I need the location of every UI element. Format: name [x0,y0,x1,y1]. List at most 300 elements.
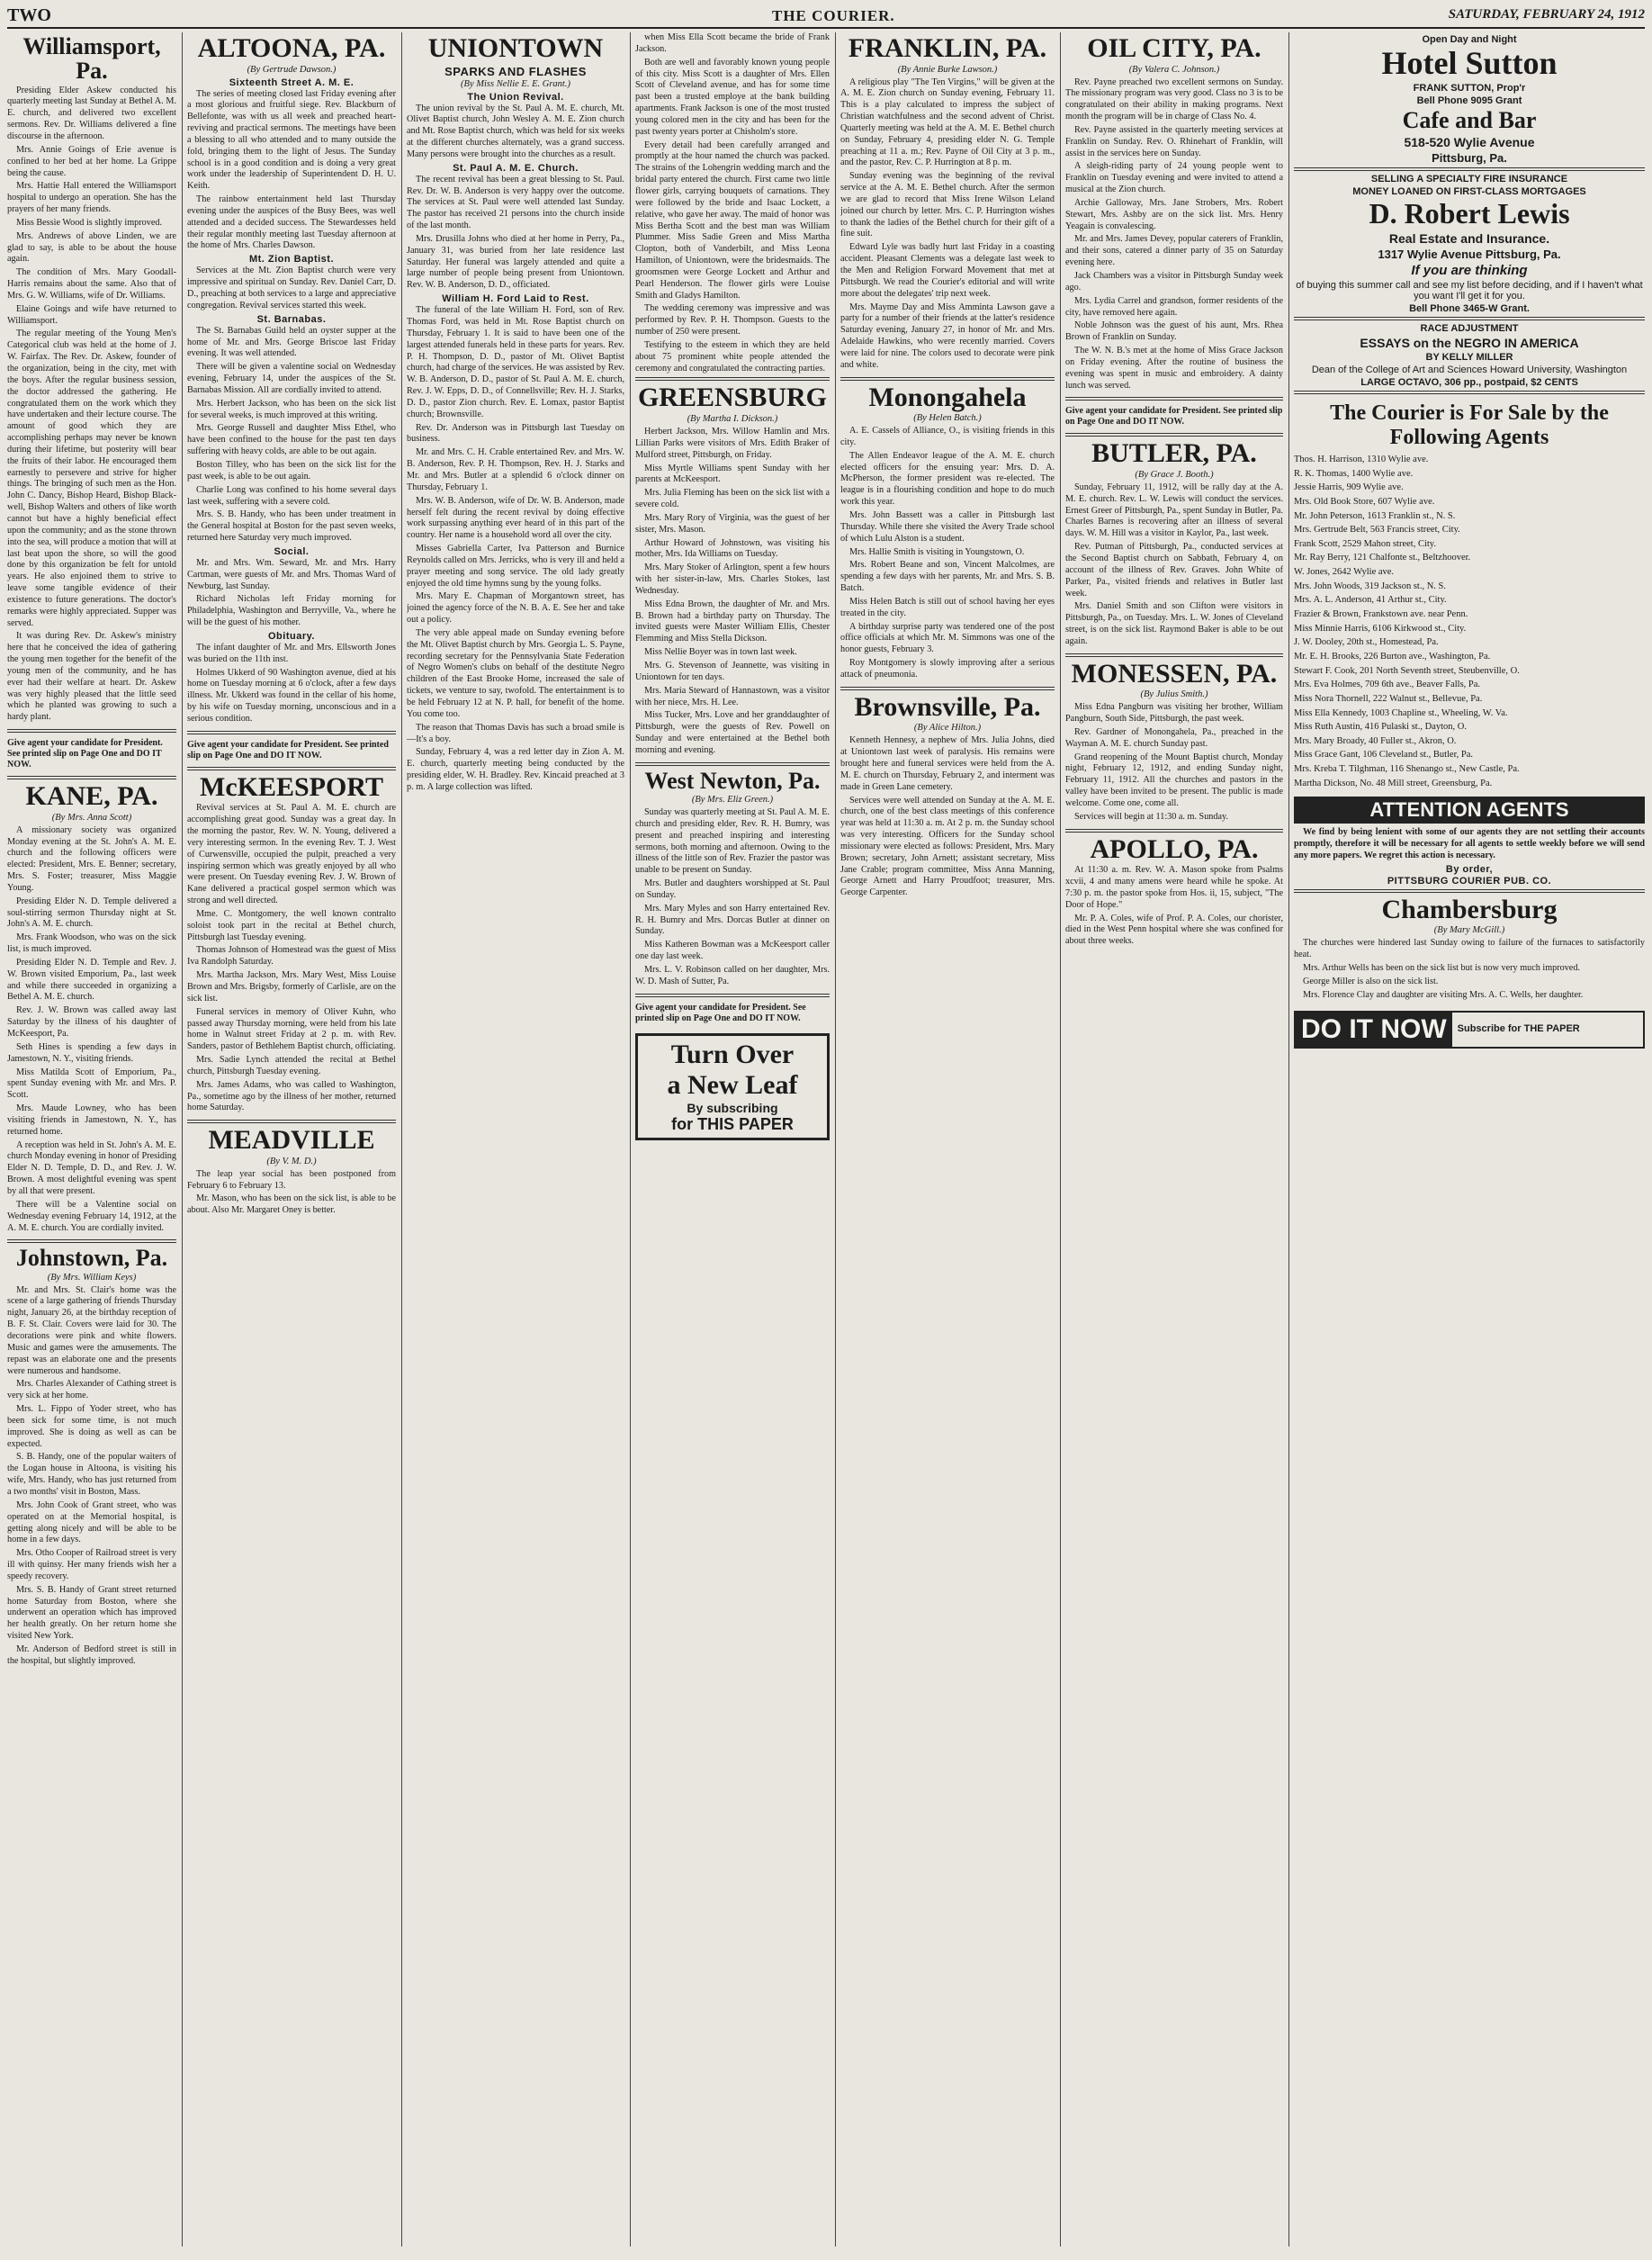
byline: (By Mary McGill.) [1433,925,1505,936]
ad-line: a New Leaf [667,1069,798,1100]
paragraph: Mrs. Otho Cooper of Railroad street is very ill with quinsy. Her many friends wish her a speedy recovery. [7,1548,176,1581]
ad-cafe: Cafe and Bar [1402,106,1537,133]
paragraph: The churches were hindered last Sunday owing to failure of the furnaces to satisfactorily heat. [1294,938,1645,960]
agents-list [1294,454,1645,789]
paragraph: The leap year social has been postponed from February 6 to February 13. [187,1168,396,1191]
paragraph-list [840,426,1055,681]
paragraph-list [635,32,830,374]
subheading: Mt. Zion Baptist. [248,254,335,266]
paragraph: A birthday surprise party was tendered one of the post office officials at which Mr. M. Simmons was one of the honor guests, February 3. [840,621,1055,655]
column-3 [407,32,624,2246]
ad-line: If you are thinking [1411,262,1528,278]
paragraph: Miss Matilda Scott of Emporium, Pa., spent Sunday evening with Mr. and Mrs. P. Scott. [7,1067,176,1101]
section-title: Chambersburg [1381,894,1558,924]
candidate-notice: Give agent your candidate for President. See printed slip on Page One and DO IT NOW. [635,1002,806,1023]
paragraph: Mrs. L. Fippo of Yoder street, who has been sick for some time, is not much improved. She is doing as well as can be expected. [7,1404,176,1449]
paragraph: A religious play "The Ten Virgins," will be given at the A. M. E. Zion church on Sunday evening, February 11. This is a play calculated to impress the subject of Christian watchfulness and the second advent of Christ. Quarterly meeting was held at the A. M. E. Bethel church on Sunday, February 4, presiding elder N. G. Temple preaching at 11 a. m.; Rev. Payne of Oil City at 3 p. m., and the pastor, Rev. C. P. Hurrington at 8 p. m. [840,77,1055,168]
paragraph: A sleigh-riding party of 24 young people went to Franklin on Tuesday evening and were invited to attend a musical at the Zion church. [1065,161,1283,195]
paragraph: Mrs. Robert Beane and son, Vincent Malcolmes, are spending a few days with her parents, Mr. and Mrs. S. B. Batch. [840,560,1055,594]
section-title: ALTOONA, PA. [197,33,386,63]
divider [1294,317,1645,320]
paragraph: Revival services at St. Paul A. M. E. church are accomplishing great good. Sunday was a great day. In the morning the pastor, Rev. W. N. Young, delivered a very interesting sermon. In the evening Rev. T. J. West of Curwensville, occupied the pulpit, preached a very inspiring sermon which was greatly enjoyed by all who were present. On Tuesday evening Rev. J. W. Brown of Kane delivered a practical gospel sermon which was strong and well directed. [187,803,396,906]
paragraph: Mrs. Arthur Wells has been on the sick list but is now very much improved. [1303,963,1580,974]
paragraph-list [840,735,1055,899]
paragraph: Mrs. Charles Alexander of Cathing street is very sick at her home. [7,1379,176,1401]
ad-small-text: Subscribe for THE PAPER [1457,1023,1580,1035]
agent-entry: Mrs. Kreba T. Tilghman, 116 Shenango st., New Castle, Pa. [1294,764,1520,775]
agent-entry: Mr. Ray Berry, 121 Chalfonte st., Beltzhoover. [1294,553,1471,563]
paragraph: The series of meeting closed last Friday evening after a most glorious and fruitful siege. Rev. Blackburn of Bellefonte, was with us all week and preached heart-reviving and practical sermons. The meetings have been a blessing to all who attended and to many outside the fold, bringing them to the light of Jesus. The Sunday school is in a good condition and is doing a very great work under the leadership of Superintendent D. H. U. Keith. [187,88,396,192]
agent-entry: Miss Minnie Harris, 6106 Kirkwood st., City. [1294,623,1467,634]
byline: (By Mrs. William Keys) [47,1272,137,1283]
section-greensburg [635,383,830,756]
paragraph: There will be a Valentine social on Wednesday evening February 14, 1912, at the A. M. E. church. You are cordially invited. [7,1199,176,1233]
section-uniontown [407,34,624,794]
paragraph: The St. Barnabas Guild held an oyster supper at the home of Mr. and Mrs. George Briscoe last Friday evening. It was well attended. [187,325,396,359]
paragraph: Mrs. Hallie Smith is visiting in Youngstown, O. [849,546,1025,557]
paragraph: Misses Gabriella Carter, Iva Patterson and Burnice Reynolds called on Mrs. Jerricks, who is very ill and held a prayer meeting and song service. The old lady greatly enjoyed the old time hymns sung by the young folks. [407,544,624,589]
agents-heading: The Courier is For Sale by the Following Agents [1330,401,1609,449]
paragraph: Rev. J. W. Brown was called away last Saturday by the illness of his daughter of McKeesport, Pa. [7,1005,176,1039]
issue-date: SATURDAY, FEBRUARY 24, 1912 [1448,7,1645,22]
section-mckeesport [187,773,396,1114]
paragraph-list [635,427,830,757]
paragraph: The regular meeting of the Young Men's Categorical club was held at the home of J. W. Fairfax. The Rev. Dr. Askew, founder of the organization, being in the city, met with the boys. After the regular business session, the doctor addressed the gathering. He congratulated them on the work which they have undertaken and their lecture course. The amount of good which they are accomplishing perhaps may never be known during their lifetime, but posterity will bear the fruits of their labor. He encouraged them earnestly to persevere and strive for higher things. The bringing of such men as the Hon. John C. Dancy, Bishop Heard, Bishop Black-well, Bishop Walters and others of like worth cannot but have a highly beneficial effect upon the community; and as the stone thrown into the sea, will produce a motion that will at last beat upon the shore, so will the good done by this organization be felt for untold years. He also enjoined them to strive to leave some tangible evidence of their existence to future generations. The doctor's remarks were highly appreciated. Supper was served. [7,329,176,628]
subheading: William H. Ford Laid to Rest. [442,293,589,305]
paragraph-list [187,1169,396,1217]
column-rule [1060,32,1061,2246]
section-monongahela [840,383,1055,681]
section-title: UNIONTOWN [427,33,604,63]
candidate-notice: Give agent your candidate for President. See printed slip on Page One and DO IT NOW. [7,738,163,770]
paragraph: Rev. Payne preached two excellent sermons on Sunday. The missionary program was very good. Class no 3 is to be congratulated on their ability in making programs. Next month the program will be in charge of Class No. 4. [1065,77,1283,122]
column-1 [7,32,176,2246]
agent-entry: Mrs. Mary Broady, 40 Fuller st., Akron, O. [1294,735,1457,746]
subheading: St. Paul A. M. E. Church. [453,162,579,174]
paragraph: Boston Tilley, who has been on the sick list for the past week, is able to be out again. [187,459,396,482]
paragraph: Mrs. Maude Lowney, who has been visiting friends in Jamestown, N. Y., has returned home. [7,1103,176,1137]
byline: (By Mrs. Anna Scott) [51,812,132,823]
paragraph: Rev. Putman of Pittsburgh, Pa., conducted services at the Second Baptist church on Sabbath, February 4, on account of the illness of Rev. Graves. John White of Parker, Pa., visited friends and relatives in Butler last week. [1065,542,1283,599]
divider [1065,397,1283,401]
paragraph: It was during Rev. Dr. Askew's ministry here that he conceived the idea of gathering the young men together for the benefit of the young men of the community, and he has ever had their welfare at heart. Dr. Askew was very highly pleased that the little seed which he planted was growing to such a hardy plant. [7,631,176,723]
masthead [7,5,1645,29]
agent-entry: Mrs. Old Book Store, 607 Wylie ave. [1294,496,1435,507]
byline: (By Annie Burke Lawson.) [897,64,998,75]
paragraph: Sunday was quarterly meeting at St. Paul A. M. E. church and presiding elder, Rev. R. H. Bumry, was present and preached inspiring and interesting sermons, both morning and afternoon. Owing to the illness of the little son of Rev. Frazier the pastor was unable to be present on Sunday. [635,807,830,876]
paragraph: Archie Galloway, Mrs. Jane Strobers, Mrs. Robert Stewart, Mrs. Ashby are on the sick list. Mrs. Henry Yeagain is convalescing. [1065,197,1283,231]
section-williamsport [7,34,176,724]
agent-entry: Mrs. Eva Holmes, 709 6th ave., Beaver Falls, Pa. [1294,680,1481,690]
paragraph: Rev. Payne assisted in the quarterly meeting services at Franklin on Sunday. Rev. O. Rhinehart of Franklin, will assist in the services here on Sunday. [1065,124,1283,158]
divider [1065,433,1283,437]
subheading: Obituary. [268,630,315,642]
ad-line: LARGE OCTAVO, 306 pp., postpaid, $2 CENTS [1360,376,1578,388]
paragraph: Miss Tucker, Mrs. Love and her granddaughter of Pittsburgh, were the guests of Rev. Powell on Sunday and were entertained at the Bethel both morning and evening. [635,710,830,755]
ad-line: MONEY LOANED ON FIRST-CLASS MORTGAGES [1352,186,1586,198]
column-5 [840,32,1055,2246]
paragraph: Richard Nicholas left Friday morning for Philadelphia, Washington and Berryville, Va., where he will be the guest of his mother. [187,594,396,628]
paragraph: A missionary society was organized Monday evening at the St. John's A. M. E. church and the following officers were elected: President, Mrs. E. Benner; secretary, Mrs. S. Foster; treasurer, Miss Maggie Young. [7,824,176,893]
lewis-real-estate-ad [1294,174,1645,314]
paragraph: Sunday, February 4, was a red letter day in Zion A. M. E. church, quarterly meeting being conducted by the presiding elder, W. H. Bradley. Rev. Kincaid preached at 3 p. m. A large collection was lifted. [407,747,624,792]
section-johnstown [7,1246,176,1667]
section-butler [1065,439,1283,647]
agent-entry: Mr. John Peterson, 1613 Franklin st., N. S. [1294,510,1456,521]
section-oil-city [1065,34,1283,392]
paragraph: Mr. and Mrs. C. H. Crable entertained Rev. and Mrs. W. B. Anderson, Rev. P. H. Thompson, Rev. H. J. Starks and Mr. and Mrs. Butler at a splendid 6 o'clock dinner on Thursday, February 1. [407,447,624,492]
paragraph: Charlie Long was confined to his home several days last week, suffering with a severe cold. [187,484,396,507]
ad-phone: Bell Phone 3465-W Grant. [1409,302,1530,314]
paragraph: Mrs. Mayme Day and Miss Amminta Lawson gave a party for a number of their friends at the latter's residence Saturday evening, January 27, in honor of Mr. and Mrs. Adelaide Hawkins, who were recently married. Covers were laid for nine. The colors used to decorate were pink and white. [840,302,1055,370]
byline: (By Helen Batch.) [913,413,982,424]
paragraph: Noble Johnson was the guest of his aunt, Mrs. Rhea Brown of Franklin on Sunday. [1065,320,1283,343]
section-title: MEADVILLE [208,1125,375,1156]
paragraph: A reception was held in St. John's A. M. E. church Monday evening in honor of Presiding Elder N. D. Temple, D. D., and Rev. J. W. Brown. A most delightful evening was spent by all that were present. [7,1139,176,1196]
paragraph: Mr. and Mrs. St. Clair's home was the scene of a large gathering of friends Thursday night, January 26, at the birthday reception of B. F. St. Clair. Covers were laid for 30. The decorations were pink and white flowers. Music and games were the amusements. The repast was an elaborate one and the presents were numerous and handsome. [7,1284,176,1376]
agent-entry: Miss Grace Gant, 106 Cleveland st., Butler, Pa. [1294,750,1474,761]
column-6 [1065,32,1283,2246]
divider [635,994,830,997]
attention-by: By order, [1445,863,1494,875]
paragraph: The rainbow entertainment held last Thursday evening under the auspices of the Busy Bees, was well attended and a decided success. The Stewardesses held their regular monthly meeting last Tuesday afternoon at the home of Mrs. Charles Dawson. [187,194,396,251]
subheading: Social. [274,545,310,557]
do-it-now-ad [1294,1011,1645,1049]
section-subtitle: SPARKS AND FLASHES [444,64,587,78]
divider [1065,829,1283,833]
ad-city: Pittsburg, Pa. [1432,151,1507,166]
paragraph: Services will begin at 11:30 a. m. Sunday. [1074,811,1228,822]
turn-over-ad [635,1033,830,1140]
divider [1294,167,1645,171]
agent-entry: Mr. E. H. Brooks, 226 Burton ave., Washington, Pa. [1294,651,1491,662]
paragraph: At 11:30 a. m. Rev. W. A. Mason spoke from Psalms xcvii, 4 and many amens were heard while he spoke. At 7:30 p. m. the pastor spoke from Hos. ii, 15, subject, "The Door of Hope." [1065,865,1283,910]
paragraph: The union revival by the St. Paul A. M. E. church, Mt. Olivet Baptist church, John Wesley A. M. E. Zion church and Mt. Rose Baptist church, which was held for six weeks at the different churches alternately, was a grand success. Many persons were brought into the churches as a result. [407,103,624,159]
paragraph-list [187,266,396,311]
divider [7,729,176,733]
paragraph-list [7,1285,176,1668]
paragraph: Mr. Anderson of Bedford street is still in the hospital, but slightly improved. [7,1643,176,1666]
attention-publisher: PITTSBURG COURIER PUB. CO. [1387,875,1552,887]
agent-entry: Jessie Harris, 909 Wylie ave. [1294,482,1404,493]
paragraph: The condition of Mrs. Mary Goodall-Harris remains about the same. Also that of Mrs. G. W. Williams, wife of Dr. Williams. [7,267,176,301]
paragraph-list [187,803,396,1114]
paragraph-list [1065,77,1283,392]
paragraph: Thomas Johnson of Homestead was the guest of Miss Iva Randolph Saturday. [187,945,396,968]
paragraph-list [187,89,396,253]
paragraph: Seth Hines is spending a few days in Jamestown, N. Y., visiting friends. [7,1041,176,1064]
paragraph: Mrs. Frank Woodson, who was on the sick list, is much improved. [7,932,176,955]
column-4 [635,32,830,2246]
paragraph: Miss Helen Batch is still out of school having her eyes treated in the city. [840,596,1055,618]
paragraph: Mrs. Andrews of above Linden, we are glad to say, is able to be about the house again. [7,230,176,265]
paragraph: The very able appeal made on Sunday evening before the Mt. Olivet Baptist church by Mrs. Georgia L. S. Payne, recording secretary for the Pennsylvania State Federation of Negro Women's clubs on behalf of the destitute Negro children of the East Brooke Home, increased the sale of tickets, we venture to say, twofold. The entertainment is to be held February 12 at N. P. hall, for benefit of the home. You come too. [407,627,624,719]
paragraph: Mr. and Mrs. Wm. Seward, Mr. and Mrs. Harry Cartman, were guests of Mr. and Mrs. Thomas Ward of Newburg, last Sunday. [187,557,396,591]
ad-tagline: Open Day and Night [1422,34,1517,45]
divider [187,731,396,734]
section-title: MONESSEN, PA. [1071,658,1278,689]
section-title: Brownsville, Pa. [854,691,1041,722]
paragraph: when Miss Ella Scott became the bride of Frank Jackson. [635,32,830,54]
section-west-newton [635,769,830,988]
paragraph: Arthur Howard of Johnstown, was visiting his mother, Mrs. Ida Williams on Tuesday. [635,537,830,560]
paragraph-list [1065,865,1283,948]
paragraph-list [7,825,176,1235]
column-7 [1294,32,1645,2246]
paragraph: Presiding Elder N. D. Temple and Rev. J. W. Brown visited Emporium, Pa., last week and while there succeeded in organizing a Bethel A. M. E. church. [7,957,176,1003]
section-altoona [187,34,396,725]
subheading: Sixteenth Street A. M. E. [229,77,355,88]
paragraph: Mrs. L. V. Robinson called on her daughter, Mrs. W. D. Mash of Sutter, Pa. [635,965,830,986]
paragraph-list [1065,702,1283,823]
section-title: Williamsport, Pa. [22,33,161,85]
column-rule [630,32,631,2246]
paragraph: Mr. and Mrs. James Devey, popular caterers of Franklin, and their sons, catered a dinner party of 35 on Saturday evening here. [1065,234,1283,268]
subheading: The Union Revival. [467,91,564,103]
paragraph: Mrs. Mary Myles and son Harry entertained Rev. R. H. Bumry and Mrs. Dorcas Butler at dinner on Sunday. [635,903,830,937]
paragraph: Mrs. Sadie Lynch attended the recital at Bethel church, Pittsburgh Tuesday evening. [187,1055,396,1076]
agent-entry: Frank Scott, 2529 Mahon street, City. [1294,538,1436,549]
ad-line: Real Estate and Insurance. [1388,230,1550,246]
byline: (By Julius Smith.) [1140,689,1208,700]
divider [635,377,830,381]
byline: (By Gertrude Dawson.) [247,64,337,75]
paragraph: Mrs. Julia Fleming has been on the sick list with a severe cold. [635,488,830,510]
attention-agents-body: We find by being lenient with some of our agents they are not settling their accounts promptly, therefore it will be necessary for all agents to settle weekly before we will send any more papers. We regret this action is necessary. [1294,827,1645,861]
paragraph: S. B. Handy, one of the popular waiters of the Logan house in Altoona, is visiting his wife, Mrs. Handy, who has just returned from a two months' visit in Boston, Mass. [7,1452,176,1497]
paragraph: Roy Montgomery is slowly improving after a serious attack of pneumonia. [840,658,1055,680]
ad-big-text: DO IT NOW [1296,1013,1452,1047]
paragraph: Mrs. George Russell and daughter Miss Ethel, who have been confined to the house for the past ten days suffering with heavy colds, are able to be out again. [187,423,396,457]
ad-line: BY KELLY MILLER [1425,351,1513,363]
paragraph: Mrs. Lydia Carrel and grandson, former residents of the city, have removed here again. [1065,295,1283,318]
paragraph: Services at the Mt. Zion Baptist church were very impressive and spiritual on Sunday. Rev. Daniel Carr, D. D., preaching at both services to a large and appreciative congregation. Revival services started this week. [187,266,396,311]
section-title: GREENSBURG [637,383,828,413]
paragraph: Every detail had been carefully arranged and promptly at the hour named the church was packed. The strains of the Lohengrin wedding march and the bridal party entered the church. First came two little flower girls, carrying bouquets of carnations. They were followed by the bride and Isaac Lockett, a relative, who gave her away. The maid of honor was Miss Bertha Scott and the best man was William Plummer. Miss Sadie Green and Miss Martha Clopton, both of Vanderbilt, and Miss Leona Hamilton, of Uniontown, were the bridesmaids. The groomsmen were George Lockett and Arthur and Pearl Henderson. The flower girls were Louise Smith and Gladys Hamilton. [635,140,830,301]
ad-line: of buying this summer call and see my list before deciding, and if I haven't what you want I'll get it for you. [1296,279,1643,302]
paper-name: THE COURIER. [772,7,895,24]
paragraph: Funeral services in memory of Oliver Kuhn, who passed away Thursday morning, were held from his late home in Walnut street Friday at 2 p. m. with Rev. Sanders, pastor of Bethlehem Baptist church, officiating. [187,1006,396,1052]
paragraph: Services were well attended on Sunday at the A. M. E. church, one of the best class meetings of this conference year was held at 11:30 a. m. At 2 p. m. the Sunday school was very interesting. Officers for the Sunday school missionary were elected as follows: President, Mrs. Mary Brown; secretary, John Arnett; assistant secretary, Miss Jane Crable; program committee, Miss Anna Manning, George Arnett and Harry Proudfoot; treasurer, Mrs. George Carpenter. [840,795,1055,898]
paragraph: The Allen Endeavor league of the A. M. E. church elected officers for the ensuing year: Mrs. D. A. McPherson, the former president was re-elected. The league is in a flourishing condition and hope to do much work this year. [840,450,1055,508]
paragraph-list [1294,938,1645,1001]
paragraph: Mrs. Martha Jackson, Mrs. Mary West, Miss Louise Brown and Mrs. Brigsby, formerly of Carlisle, are on the sick list. [187,970,396,1004]
section-chambersburg [1294,896,1645,1002]
divider [1294,391,1645,394]
ad-name: Hotel Sutton [1381,45,1558,81]
divider [840,377,1055,381]
column-rule [182,32,183,2246]
byline: (By Valera C. Johnson.) [1128,64,1220,75]
paragraph: Miss Edna Brown, the daughter of Mr. and Mrs. B. Brown had a birthday party on Thursday. The invited guests were Master William Ellis, Chester Flemming and Miss Stella Dickson. [635,599,830,644]
section-title: OIL CITY, PA. [1087,33,1261,63]
paragraph: Miss Nellie Boyer was in town last week. [644,647,797,658]
byline: (By Mrs. Eliz Green.) [691,795,774,806]
column-rule [1288,32,1289,2246]
ad-owner: FRANK SUTTON, Prop'r [1413,82,1526,94]
paragraph: Testifying to the esteem in which they are held about 75 prominent white people attended the ceremony and congratulated the contracting parties. [635,339,830,374]
paragraph: Herbert Jackson, Mrs. Willow Hamlin and Mrs. Lillian Parks were visitors of Mrs. Edith Braker of Mulford street, Pittsburgh, on Friday. [635,426,830,460]
paragraph: Mrs. Hattie Hall entered the Williamsport hospital to undergo an operation. She has the prayers of her many friends. [7,181,176,215]
paragraph: Kenneth Hennesy, a nephew of Mrs. Julia Johns, died at Uniontown last week of paralysis. His remains were brought here and funeral services were held from the A. M. E. church on Thursday, February 2, and interment was made in Green Lane cemetery. [840,735,1055,792]
subheading: St. Barnabas. [256,313,327,325]
ad-address: 518-520 Wylie Avenue [1404,135,1535,150]
paragraph: The W. N. B.'s met at the home of Miss Grace Jackson on Friday evening. After the routine of business the evening was spent in music and embroidery. A dainty lunch was served. [1065,346,1283,391]
paragraph: Mrs. John Cook of Grant street, who was operated on at the Memorial hospital, is getting along nicely and will be able to be home in a few days. [7,1499,176,1545]
section-apollo [1065,835,1283,948]
paragraph: Miss Myrtle Williams spent Sunday with her parents at McKeesport. [635,463,830,485]
paragraph: Miss Edna Pangburn was visiting her brother, William Pangburn, South Side, Pittsburgh, the past week. [1065,702,1283,725]
paragraph: Mrs. G. Stevenson of Jeannette, was visiting in Uniontown for ten days. [635,661,830,682]
agent-entry: J. W. Dooley, 20th st., Homestead, Pa. [1294,637,1439,648]
paragraph: The recent revival has been a great blessing to St. Paul. Rev. Dr. W. B. Anderson is very happy over the outcome. The services at St. Paul were well attended last Sunday. The pastor has received 21 persons into the church inside of the last month. [407,174,624,231]
paragraph: Mrs. Drusilla Johns who died at her home in Perry, Pa., January 31, was buried from her late residence last Saturday. Her funeral was largely attended and quite a large number of people being present from Uniontown. Rev. W. B. Anderson, D. D., officiated. [407,233,624,291]
column-rule [401,32,402,2246]
ad-line: Dean of the College of Art and Sciences Howard University, Washington [1311,364,1628,375]
byline: (By Alice Hilton.) [913,723,982,734]
paragraph: A. E. Cassels of Alliance, O., is visiting friends in this city. [840,426,1055,447]
page-number: TWO [7,5,51,25]
column-2 [187,32,396,2246]
paragraph: Jack Chambers was a visitor in Pittsburgh Sunday week ago. [1065,271,1283,293]
ad-line: ESSAYS on the NEGRO IN AMERICA [1360,335,1579,350]
paragraph: George Miller is also on the sick list. [1303,976,1439,986]
divider [7,776,176,779]
paragraph: Mrs. Mary E. Chapman of Morgantown street, has joined the agency force of the N. B. A. E. See her and take out a policy. [407,591,624,626]
paragraph: There will be given a valentine social on Wednesday evening, February 14, under the auspices of the St. Barnabas Mission. All are cordially invited to attend. [187,362,396,395]
ad-line: RACE ADJUSTMENT [1420,322,1519,334]
hotel-sutton-ad [1294,34,1645,165]
paragraph: Mrs. Herbert Jackson, who has been on the sick list for several weeks, is much improved at this writing. [187,398,396,420]
section-title: Johnstown, Pa. [15,1245,168,1272]
section-title: FRANKLIN, PA. [848,33,1047,63]
divider [1294,889,1645,893]
byline: (By Martha I. Dickson.) [687,413,778,424]
ad-line: SELLING A SPECIALTY FIRE INSURANCE [1370,174,1568,185]
paragraph-list [407,305,624,494]
race-adjustment-ad [1294,323,1645,388]
ad-line: Turn Over [670,1039,795,1069]
paragraph: Holmes Ukkerd of 90 Washington avenue, died at his home on Tuesday morning at 6 o'clock, after a few days illness. Mr. Ukkerd was found in the cellar of his home, by his wife on Tuesday morning, unconscious and in a serious condition. [187,667,396,724]
paragraph: Grand reopening of the Mount Baptist church, Monday night, February 12, 1912, and ending Sunday night, February 11, 1912. All the churches and pastors in the valley have been invited to be present. The public is made welcome. Come one, come all. [1065,752,1283,808]
paragraph: Mrs. Annie Goings of Erie avenue is confined to her bed at her home. La Grippe being the cause. [7,144,176,178]
paragraph-list [407,175,624,292]
divider [187,1120,396,1123]
section-title: Monongahela [868,382,1027,412]
paragraph-list [187,643,396,725]
paragraph-list [840,77,1055,372]
agent-entry: Miss Ella Kennedy, 1003 Chapline st., Wheeling, W. Va. [1294,707,1508,718]
paragraph: Mme. C. Montgomery, the well known contralto soloist took part in the recital at Bethel church, Pittsburgh last Tuesday evening. [187,908,396,942]
paragraph: Mrs. Daniel Smith and son Clifton were visitors in Pittsburgh, Pa., on Tuesday. Mrs. L. W. Jones of Cleveland street, is on the sick list. Raymond Baker is able to be out again. [1065,601,1283,646]
paragraph: Miss Katheren Bowman was a McKeesport caller one day last week. [635,940,830,962]
byline: (By Grace J. Booth.) [1135,469,1214,480]
paragraph: Rev. Gardner of Monongahela, Pa., preached in the Wayman A. M. E. church Sunday past. [1065,726,1283,749]
agent-entry: Mrs. John Woods, 319 Jackson st., N. S. [1294,581,1447,591]
section-title: McKEESPORT [200,771,383,802]
paragraph: Mrs. John Bassett was a caller in Pittsburgh last Thursday. While there she visited the Avery Trade school of which Lulu Alston is a student. [840,510,1055,544]
divider [635,762,830,766]
agent-entry: Miss Ruth Austin, 416 Pulaski st., Dayton, O. [1294,722,1467,733]
paragraph: Both are well and favorably known young people of this city. Miss Scott is a daughter of Mrs. Ellen Scott of Cleveland avenue, and has for some time past been a trusted employe at the bank building apartments. Frank Jackson is one of the most trusted young colored men in the city and has been for the past twenty years porter at Chisholm's store. [635,57,830,137]
section-title: APOLLO, PA. [1090,833,1259,864]
attention-agents-heading: ATTENTION AGENTS [1294,797,1645,824]
section-meadville [187,1126,396,1217]
ad-line: for THIS PAPER [671,1114,794,1133]
byline: (By V. M. D.) [266,1156,317,1166]
paragraph: Elaine Goings and wife have returned to Williamsport. [7,303,176,326]
paragraph: The wedding ceremony was impressive and was performed by Rev. P. H. Thompson. Guests to the number of 250 were present. [635,303,830,338]
paragraph-list [187,326,396,545]
paragraph: Presiding Elder Askew conducted his quarterly meeting last Sunday at Bethel A. M. E. church, and delivered two excellent sermons. Rev. Dr. Williams delivered a fine discourse in the afternoon. [7,85,176,141]
section-title: West Newton, Pa. [644,767,821,794]
paragraph: Miss Bessie Wood is slightly improved. [16,217,162,228]
paragraph-list [1065,482,1283,648]
agent-entry: Mrs. Gertrude Belt, 563 Francis street, City. [1294,525,1460,536]
ad-address: 1317 Wylie Avenue Pittsburg, Pa. [1378,247,1561,261]
agent-entry: R. K. Thomas, 1400 Wylie ave. [1294,468,1414,479]
paragraph: Mrs. Mary Stoker of Arlington, spent a few hours with her sister-in-law, Mrs. Charles Stokes, last Wednesday. [635,563,830,596]
paragraph: The funeral of the late William H. Ford, son of Rev. Thomas Ford, was held in Mt. Rose Baptist church on Thursday, February 1. It is said to have been one of the largest attended funerals held in these parts for years. Rev. P. H. Thompson, D. D., pastor of Mt. Olivet Baptist church, had charge of the services. He was assisted by Rev. W. B. Anderson, D. D., pastor of St. Paul A. M. E. church, Rev. J. W. Epps, D. D., of Connellsville; Rev. H. J. Starks, D. D., pastor Zion church. Rev. E. Lomax, pastor Baptist church; Brownsville. [407,305,624,419]
candidate-notice: Give agent your candidate for President. See printed slip on Page One and DO IT NOW. [187,739,389,761]
divider [187,767,396,770]
paragraph: Mrs. S. B. Handy, who has been under treatment in the General hospital at Boston for the past seven weeks, returned here Saturday very much improved. [187,509,396,544]
paragraph-list [407,496,624,794]
agent-entry: Mrs. A. L. Anderson, 41 Arthur st., City. [1294,595,1447,606]
agent-entry: Stewart F. Cook, 201 North Seventh street, Steubenville, O. [1294,665,1520,676]
paragraph-list [7,86,176,725]
paragraph: Mrs. Butler and daughters worshipped at St. Paul on Sunday. [635,878,830,900]
paragraph: Mr. Mason, who has been on the sick list, is able to be about. Also Mr. Margaret Oney is better. [187,1193,396,1216]
agent-entry: Martha Dickson, No. 48 Mill street, Greensburg, Pa. [1294,778,1493,788]
paragraph: Mrs. W. B. Anderson, wife of Dr. W. B. Anderson, made herself felt during the recent revival by doing effective work surpassing anything ever heard of in this part of the country. Her name is a household word all over the city. [407,495,624,541]
section-brownsville [840,693,1055,899]
ad-name: D. Robert Lewis [1369,197,1570,230]
ad-phone: Bell Phone 9095 Grant [1416,95,1522,106]
column-rule [835,32,836,2246]
paragraph: Sunday, February 11, 1912, will be rally day at the A. M. E. church. Rev. L. W. Lewis will conduct the services. Ernest Greer of Pittsburgh, Pa., spent Sunday in Butler, Pa. Charles Barnes is recovering after an illness of several days. W. M. Hill was a visitor in Kaylor, Pa., last week. [1065,482,1283,539]
paragraph: Mr. P. A. Coles, wife of Prof. P. A. Coles, our chorister, died in the West Penn hospital where she was confined for about three weeks. [1065,913,1283,947]
agent-entry: Thos. H. Harrison, 1310 Wylie ave. [1294,454,1429,464]
paragraph: Mrs. Mary Rory of Virginia, was the guest of her sister, Mrs. Mason. [635,512,830,535]
divider [840,687,1055,690]
agent-entry: Frazier & Brown, Frankstown ave. near Penn. [1294,609,1468,620]
candidate-notice: Give agent your candidate for President. See printed slip on Page One and DO IT NOW. [1065,406,1283,428]
paragraph: Mrs. Maria Steward of Hannastown, was a visitor with her niece, Mrs. H. Lee. [635,685,830,707]
paragraph-list [187,558,396,629]
paragraph: Sunday evening was the beginning of the revival service at the A. M. E. Bethel church. After the sermon we are glad to record that Miss Irene Wilson Leland joined our church by letter. Mrs. C. P. Hurrington wishes to thank the ladies of the Bethel church for their gift of a fine suit. [840,171,1055,239]
agent-entry: Miss Nora Thornell, 222 Walnut st., Bellevue, Pa. [1294,693,1483,704]
section-franklin [840,34,1055,372]
paragraph: Edward Lyle was badly hurt last Friday in a coasting accident. Pleasant Clements was a delegate last week to the Men and Religion Forward Movement that met at Pittsburgh. We read the Courier's editorial and will write more about the delegates' trip next week. [840,242,1055,299]
divider [7,1239,176,1243]
section-monessen [1065,660,1283,824]
paragraph-list [407,104,624,161]
agent-entry: W. Jones, 2642 Wylie ave. [1294,567,1395,578]
paragraph-list [635,807,830,988]
paragraph: The infant daughter of Mr. and Mrs. Ellsworth Jones was buried on the 11th inst. [187,642,396,664]
ad-line: By subscribing [687,1100,778,1115]
section-title: BUTLER, PA. [1091,438,1257,469]
paragraph: Mrs. S. B. Handy of Grant street returned home Saturday from Boston, where she underwent an operation which has improved her health greatly. On her return home she visited New York. [7,1584,176,1642]
paragraph: Mrs. Florence Clay and daughter are visiting Mrs. A. C. Wells, her daughter. [1303,989,1584,1000]
paragraph: Mrs. James Adams, who was called to Washington, Pa., sometime ago by the illness of her mother, returned home Saturday. [187,1079,396,1113]
paragraph: Rev. Dr. Anderson was in Pittsburgh last Tuesday on business. [407,422,624,445]
paragraph: Presiding Elder N. D. Temple delivered a soul-stirring sermon Thursday night at St. John's A. M. E. church. [7,896,176,930]
paragraph: The reason that Thomas Davis has such a broad smile is—It's a boy. [407,722,624,744]
byline: (By Miss Nellie E. E. Grant.) [461,78,570,89]
section-kane [7,782,176,1234]
